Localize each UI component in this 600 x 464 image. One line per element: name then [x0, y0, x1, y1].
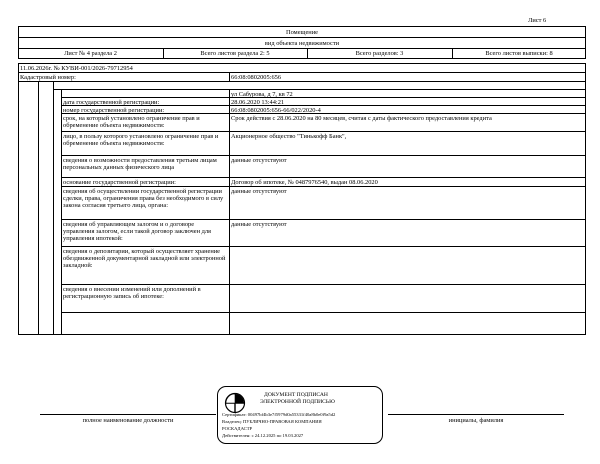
row-border [61, 155, 586, 156]
row-border [61, 177, 586, 178]
divider [18, 72, 586, 73]
stamp-owner: Владелец: ПУБЛИЧНО-ПРАВОВАЯ КОМПАНИЯ [222, 419, 322, 424]
object-type: вид объекта недвижимости [264, 40, 340, 47]
emblem-icon [224, 392, 246, 414]
table-row-label: сведения о возможности предоставления третьим лицам персональных данных физического лица [63, 157, 217, 171]
table-col-border [38, 81, 39, 335]
row-border [61, 284, 586, 285]
table-row-label: срок, на который установлено ограничение прав и обременение объекта недвижимости: [63, 115, 200, 129]
table-row-value: данные отсутствуют [231, 157, 287, 164]
row-border [53, 89, 586, 90]
table-row-label: сведения об управляющем залогом и о договоре управления залогом, если такой договор заключен для управления ипотекой: [63, 221, 211, 242]
total-sheets-section: Всего листов раздела 2: 5 [200, 50, 270, 57]
table-row-value: Акционерное общество "Тинькофф Банк", [231, 133, 347, 140]
table-row-value: 28.06.2020 13:44:21 [231, 99, 285, 106]
stamp-subtitle: ЭЛЕКТРОННОЙ ПОДПИСЬЮ [260, 399, 335, 405]
table-row-value: Договор об ипотеке, № 0487976540, выдан 08.06.2020 [231, 179, 378, 186]
row-border [61, 186, 586, 187]
row-border [61, 219, 586, 220]
table-row-label: основание государственной регистрации: [63, 179, 176, 186]
sheet-of-section: Лист № 4 раздела 2 [64, 50, 117, 57]
page-title: Помещение [285, 29, 318, 36]
stamp-title: ДОКУМЕНТ ПОДПИСАН [264, 392, 328, 398]
table-row-label: номер государственной регистрации: [63, 107, 165, 114]
table-col-border [229, 89, 230, 335]
row-border [61, 312, 586, 313]
total-sheets: Всего листов выписки: 8 [485, 50, 553, 57]
signature-line [40, 414, 216, 415]
stamp-owner-name: РОСКАДАСТР [222, 426, 253, 431]
extract-date-number: 11.06.2026г. № КУВИ-001/2026-79712954 [20, 65, 133, 72]
stamp-certificate: Сертификат: 00497bf4b3e7f5979d0a55331f40a8b0e0f9a5d2 [222, 412, 336, 417]
signature-name-label: инициалы, фамилия [448, 417, 504, 424]
table-row-value: данные отсутствуют [231, 188, 287, 195]
table-row-value: Срок действия с 28.06.2020 на 80 месяцев, считая с даты фактического предоставления кредита [231, 115, 492, 122]
table-col-border [53, 81, 54, 335]
cadastral-number: 66:08:0802005:656 [231, 74, 282, 81]
table-row-value: 66:08:0802005:656-66/022/2020-4 [231, 107, 321, 114]
table-row-label: сведения о внесении изменений или дополнений в регистрационную запись об ипотеке: [63, 286, 201, 300]
row-border [61, 97, 586, 98]
row-border [61, 131, 586, 132]
table-row-label: сведения о депозитарии, который осуществляет хранение обездвиженной документарной закладной или электронной закладной: [63, 248, 226, 269]
signature-line [388, 414, 564, 415]
table-col-border [61, 89, 62, 335]
table-row-label: дата государственной регистрации: [63, 99, 160, 106]
sheet-number: Лист 6 [528, 17, 547, 24]
position-label: полное наименование должности [82, 417, 174, 424]
table-row-value: данные отсутствуют [231, 221, 287, 228]
table-row-label: сведения об осуществлении государственной регистрации сделки, права, ограничения права без необходимого в силу закона согласия третьего лица, органа: [63, 188, 224, 209]
total-sections: Всего разделов: 3 [355, 50, 404, 57]
stamp-validity: Действителен: с 24.12.2025 по 19.03.2027 [222, 433, 304, 438]
row-border [61, 246, 586, 247]
table-row-label: лицо, в пользу которого установлено ограничение прав и обременение объекта недвижимости: [63, 133, 219, 147]
cadastral-label: Кадастровый номер: [20, 74, 76, 81]
electronic-signature-stamp [217, 386, 383, 444]
address-continuation: ул Сабурова, д 7, кв 72 [231, 91, 293, 98]
